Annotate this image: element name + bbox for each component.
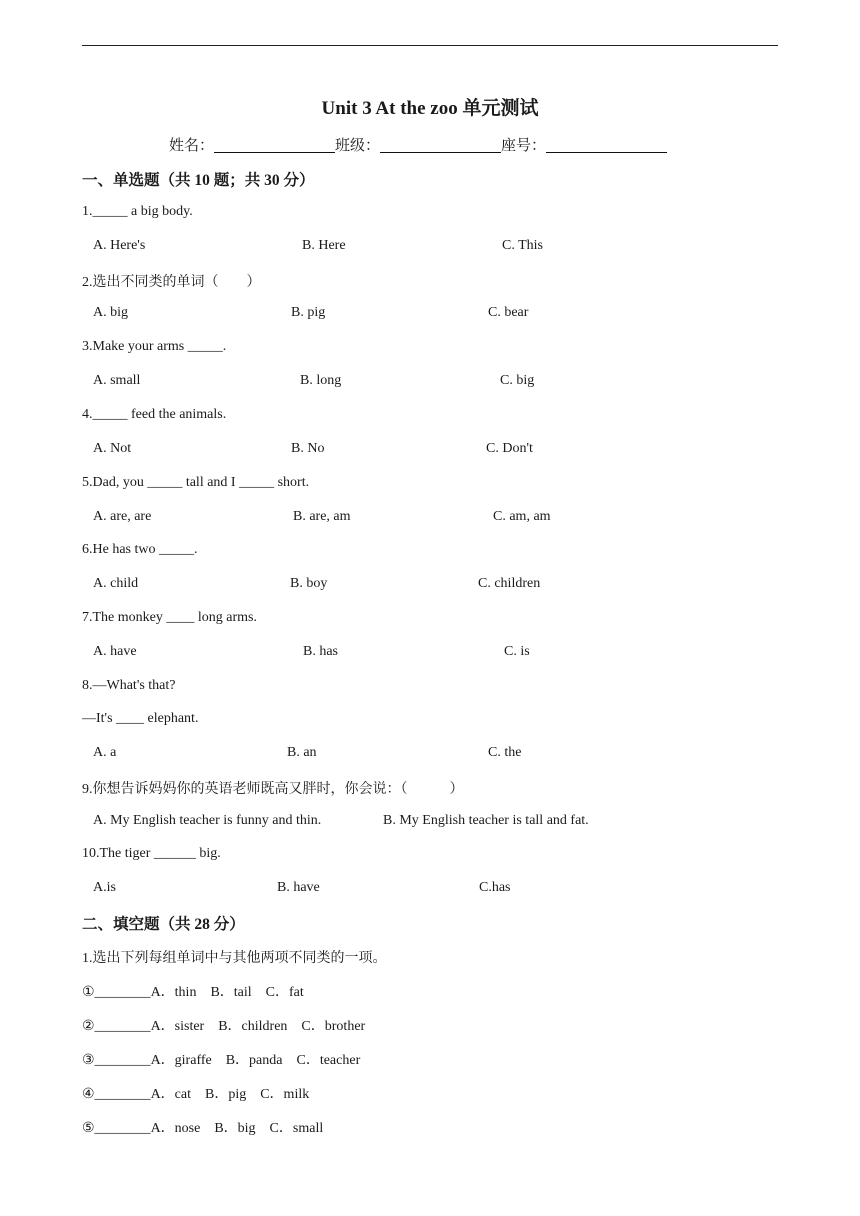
fill-in-blank[interactable]: ②________ xyxy=(82,1019,151,1034)
fill-in-blank[interactable]: ⑤________ xyxy=(82,1121,151,1136)
option-c[interactable]: C. the xyxy=(488,745,522,760)
section-heading-single-choice: 一、单选题（共 10 题；共 30 分） xyxy=(82,172,315,189)
fill-in-options: A．sister B．children C．brother xyxy=(150,1019,366,1034)
option-a[interactable]: A. Not xyxy=(93,441,132,456)
fill-in-row xyxy=(82,1117,323,1137)
option-c[interactable]: C. am, am xyxy=(493,509,551,524)
section-heading-fill-in: 二、填空题（共 28 分） xyxy=(82,916,245,933)
option-b[interactable]: B. pig xyxy=(291,305,326,320)
option-b[interactable]: B. are, am xyxy=(293,509,351,524)
option-a[interactable]: A. big xyxy=(93,305,128,320)
option-c[interactable]: C. children xyxy=(478,576,541,591)
option-a[interactable]: A. small xyxy=(93,373,141,388)
option-b[interactable]: B. long xyxy=(300,373,342,388)
option-a[interactable]: A. are, are xyxy=(93,509,152,524)
option-a[interactable]: A. a xyxy=(93,745,117,760)
option-b[interactable]: B. No xyxy=(291,441,325,456)
fill-in-blank[interactable]: ④________ xyxy=(82,1087,151,1102)
fill-in-row xyxy=(82,981,304,1001)
fill-in-row xyxy=(82,1015,365,1035)
option-c[interactable]: C.has xyxy=(479,880,511,895)
fill-in-options: A．thin B．tail C．fat xyxy=(150,985,304,1000)
question-stem: 4._____ feed the animals. xyxy=(82,407,227,422)
seat-label: 座号： xyxy=(501,138,547,154)
fill-in-options: A．nose B．big C．small xyxy=(150,1121,324,1136)
question-stem: 6.He has two _____. xyxy=(82,542,198,557)
option-b[interactable]: B. an xyxy=(287,745,317,760)
fill-in-options: A．cat B．pig C．milk xyxy=(150,1087,310,1102)
question-stem: 9.你想告诉妈妈你的英语老师既高又胖时，你会说：（ ） xyxy=(82,782,464,797)
option-c[interactable]: C. big xyxy=(500,373,535,388)
class-blank[interactable] xyxy=(380,136,501,153)
option-b[interactable]: B. Here xyxy=(302,238,346,253)
option-a[interactable]: A. My English teacher is funny and thin. xyxy=(93,813,322,828)
option-b[interactable]: B. has xyxy=(303,644,338,659)
name-label: 姓名： xyxy=(169,138,215,154)
option-c[interactable]: C. is xyxy=(504,644,530,659)
header-rule xyxy=(82,45,778,46)
option-a[interactable]: A. have xyxy=(93,644,137,659)
option-b[interactable]: B. boy xyxy=(290,576,328,591)
question-stem: 1._____ a big body. xyxy=(82,204,193,219)
fill-in-blank[interactable]: ①________ xyxy=(82,985,151,1000)
option-a[interactable]: A. child xyxy=(93,576,139,591)
question-stem: 10.The tiger ______ big. xyxy=(82,846,221,861)
name-blank[interactable] xyxy=(214,136,335,153)
question-stem-line2: —It's ____ elephant. xyxy=(82,711,199,726)
fill-in-options: A．giraffe B．panda C．teacher xyxy=(150,1053,361,1068)
student-info-line xyxy=(169,134,667,155)
page-title: Unit 3 At the zoo 单元测试 xyxy=(321,98,539,119)
option-b[interactable]: B. My English teacher is tall and fat. xyxy=(383,813,589,828)
fill-in-instruction: 1.选出下列每组单词中与其他两项不同类的一项。 xyxy=(82,951,387,966)
class-label: 班级： xyxy=(335,138,381,154)
fill-in-row xyxy=(82,1083,309,1103)
fill-in-blank[interactable]: ③________ xyxy=(82,1053,151,1068)
option-a[interactable]: A. Here's xyxy=(93,238,146,253)
question-stem: 5.Dad, you _____ tall and I _____ short. xyxy=(82,475,310,490)
question-stem: 3.Make your arms _____. xyxy=(82,339,227,354)
fill-in-row xyxy=(82,1049,360,1069)
question-stem: 7.The monkey ____ long arms. xyxy=(82,610,257,625)
option-c[interactable]: C. bear xyxy=(488,305,529,320)
option-b[interactable]: B. have xyxy=(277,880,320,895)
seat-blank[interactable] xyxy=(546,136,667,153)
option-a[interactable]: A.is xyxy=(93,880,116,895)
question-stem: 2.选出不同类的单词（ ） xyxy=(82,275,261,290)
question-stem: 8.—What's that? xyxy=(82,678,176,693)
option-c[interactable]: C. Don't xyxy=(486,441,533,456)
option-c[interactable]: C. This xyxy=(502,238,543,253)
